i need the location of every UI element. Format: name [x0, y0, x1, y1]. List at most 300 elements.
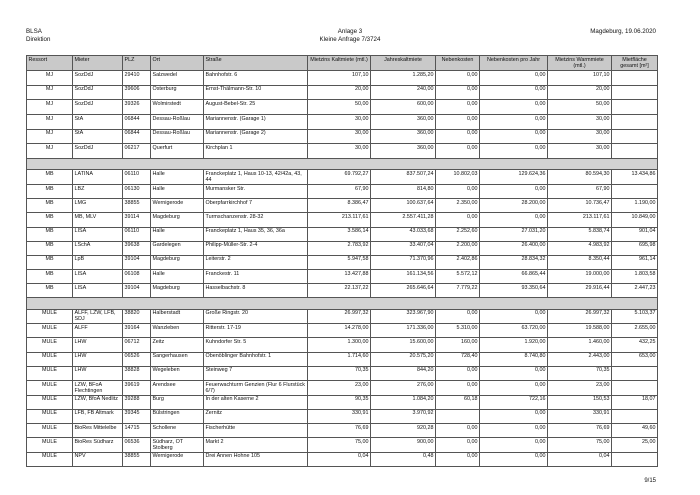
table-row: [27, 423, 658, 437]
cell-kaltmiete: 30,00: [308, 114, 371, 129]
cell-mieter: SozDdJ: [73, 85, 123, 100]
table-row: [27, 71, 658, 86]
table-row: [27, 100, 658, 115]
table-row: [27, 255, 658, 269]
table-row: [27, 395, 658, 409]
cell-mieter: LMG: [73, 199, 123, 213]
cell-warmmiete: 1.460,00: [548, 338, 612, 352]
cell-kaltmiete: 22.137,22: [308, 284, 371, 298]
cell-warmmiete: 107,10: [548, 71, 612, 86]
col-header-ort: Ort: [151, 56, 204, 71]
cell-strasse: Drei Annen Hohne 105: [204, 452, 308, 466]
cell-ressort: MJ: [27, 85, 73, 100]
cell-nebenkosten-jahr: 0,00: [480, 144, 548, 159]
cell-strasse: Große Ringstr. 20: [204, 309, 308, 324]
cell-ressort: MULE: [27, 423, 73, 437]
cell-nebenkosten-jahr: 722,16: [480, 395, 548, 409]
cell-nebenkosten-jahr: 0,00: [480, 184, 548, 198]
cell-plz: 39638: [123, 241, 151, 255]
cell-kaltmiete: 1.714,60: [308, 352, 371, 366]
cell-ressort: MB: [27, 241, 73, 255]
cell-plz: 06110: [123, 170, 151, 185]
cell-nebenkosten-jahr: 129.624,36: [480, 170, 548, 185]
cell-strasse: Steinweg 7: [204, 366, 308, 380]
cell-ressort: MB: [27, 213, 73, 227]
table-header-row: [27, 56, 658, 71]
table-row: [27, 170, 658, 185]
cell-warmmiete: 10.736,47: [548, 199, 612, 213]
cell-ressort: MJ: [27, 71, 73, 86]
cell-plz: 39345: [123, 409, 151, 423]
cell-nebenkosten-jahr: 1.920,00: [480, 338, 548, 352]
cell-strasse: Mariannenstr. (Garage 2): [204, 129, 308, 144]
cell-jahreskaltmiete: 33.407,04: [371, 241, 436, 255]
table-row: [27, 452, 658, 466]
cell-jahreskaltmiete: 43.033,68: [371, 227, 436, 241]
cell-nebenkosten-jahr: 93.350,64: [480, 284, 548, 298]
cell-warmmiete: 19.000,00: [548, 270, 612, 284]
cell-nebenkosten-jahr: 0,00: [480, 114, 548, 129]
cell-ressort: MULE: [27, 452, 73, 466]
cell-kaltmiete: 13.427,88: [308, 270, 371, 284]
cell-strasse: Zernitz: [204, 409, 308, 423]
cell-jahreskaltmiete: 20.575,20: [371, 352, 436, 366]
cell-mietflaeche: 5.103,37: [612, 309, 658, 324]
cell-jahreskaltmiete: 814,80: [371, 184, 436, 198]
cell-kaltmiete: 30,00: [308, 144, 371, 159]
cell-mieter: StA: [73, 114, 123, 129]
cell-nebenkosten-jahr: 0,00: [480, 438, 548, 453]
cell-ort: Halberstadt: [151, 309, 204, 324]
cell-mieter: SozDdJ: [73, 144, 123, 159]
cell-jahreskaltmiete: 844,20: [371, 366, 436, 380]
cell-jahreskaltmiete: 3.970,92: [371, 409, 436, 423]
cell-nebenkosten: 0,00: [436, 452, 480, 466]
cell-ressort: MB: [27, 199, 73, 213]
col-header-strasse: Straße: [204, 56, 308, 71]
cell-plz: 06712: [123, 338, 151, 352]
cell-mietflaeche: [612, 114, 658, 129]
cell-plz: 39606: [123, 85, 151, 100]
cell-plz: 06108: [123, 270, 151, 284]
cell-ressort: MULE: [27, 338, 73, 352]
cell-strasse: Kirchplan 1: [204, 144, 308, 159]
cell-warmmiete: 26.997,32: [548, 309, 612, 324]
cell-warmmiete: 70,35: [548, 366, 612, 380]
cell-jahreskaltmiete: 161.134,56: [371, 270, 436, 284]
cell-nebenkosten: 60,18: [436, 395, 480, 409]
cell-ressort: MB: [27, 255, 73, 269]
cell-strasse: Mariannenstr. (Garage 1): [204, 114, 308, 129]
document-subtitle: Kleine Anfrage 7/3724: [319, 36, 381, 43]
cell-nebenkosten-jahr: 0,00: [480, 213, 548, 227]
cell-plz: 14715: [123, 423, 151, 437]
cell-plz: 06110: [123, 227, 151, 241]
cell-nebenkosten-jahr: 0,00: [480, 85, 548, 100]
cell-kaltmiete: 67,90: [308, 184, 371, 198]
cell-mieter: ALFF: [73, 324, 123, 338]
table-row: [27, 284, 658, 298]
cell-ort: Zeitz: [151, 338, 204, 352]
cell-nebenkosten-jahr: 28.200,00: [480, 199, 548, 213]
cell-plz: 39104: [123, 284, 151, 298]
cell-strasse: Feuerwachturm Genzien (Flur 6 Flurstück 6/7): [204, 380, 308, 395]
cell-nebenkosten: 0,00: [436, 309, 480, 324]
cell-kaltmiete: 69.792,27: [308, 170, 371, 185]
cell-ort: Dessau-Roßlau: [151, 129, 204, 144]
cell-mieter: LISA: [73, 227, 123, 241]
cell-mietflaeche: 25,00: [612, 438, 658, 453]
cell-jahreskaltmiete: 1.285,20: [371, 71, 436, 86]
cell-mietflaeche: 695,98: [612, 241, 658, 255]
cell-plz: 06130: [123, 184, 151, 198]
cell-nebenkosten-jahr: 27.031,20: [480, 227, 548, 241]
cell-mieter: LZW, BfoA Nedlitz: [73, 395, 123, 409]
cell-nebenkosten: 5.310,00: [436, 324, 480, 338]
table-row: [27, 129, 658, 144]
cell-warmmiete: 19.588,00: [548, 324, 612, 338]
cell-mietflaeche: 432,25: [612, 338, 658, 352]
cell-ressort: MULE: [27, 309, 73, 324]
cell-plz: 38855: [123, 452, 151, 466]
cell-kaltmiete: 76,69: [308, 423, 371, 437]
cell-ort: Sangerhausen: [151, 352, 204, 366]
cell-mietflaeche: 901,04: [612, 227, 658, 241]
cell-ort: Dessau-Roßlau: [151, 114, 204, 129]
cell-strasse: Oberpfarrkirchhof 7: [204, 199, 308, 213]
cell-mietflaeche: [612, 409, 658, 423]
cell-plz: 38820: [123, 309, 151, 324]
cell-jahreskaltmiete: 360,00: [371, 129, 436, 144]
cell-jahreskaltmiete: 360,00: [371, 144, 436, 159]
cell-mietflaeche: [612, 144, 658, 159]
cell-ressort: MULE: [27, 409, 73, 423]
cell-ort: Wanzleben: [151, 324, 204, 338]
cell-mieter: LHW: [73, 366, 123, 380]
org-name: BLSA: [26, 28, 42, 35]
cell-mietflaeche: 18,07: [612, 395, 658, 409]
cell-strasse: Franckeplatz 1, Haus 10-13, 42/42a, 43, 44: [204, 170, 308, 185]
cell-kaltmiete: 23,00: [308, 380, 371, 395]
cell-mieter: LFB, FB Altmark: [73, 409, 123, 423]
cell-ressort: MJ: [27, 144, 73, 159]
cell-ressort: MB: [27, 184, 73, 198]
cell-ort: Halle: [151, 270, 204, 284]
cell-ressort: MULE: [27, 352, 73, 366]
cell-jahreskaltmiete: 920,28: [371, 423, 436, 437]
cell-plz: 39164: [123, 324, 151, 338]
table-row: [27, 366, 658, 380]
cell-warmmiete: 8.350,44: [548, 255, 612, 269]
cell-strasse: Franckestr. 11: [204, 270, 308, 284]
cell-mieter: SozDdJ: [73, 71, 123, 86]
cell-ort: Salzwedel: [151, 71, 204, 86]
cell-kaltmiete: 3.586,14: [308, 227, 371, 241]
cell-mieter: BioRes Mittelelbe: [73, 423, 123, 437]
cell-strasse: Murmansker Str.: [204, 184, 308, 198]
col-header-mietflaeche: Mietfläche gesamt [m²]: [612, 56, 658, 71]
cell-ort: Wernigerode: [151, 452, 204, 466]
cell-mieter: LATINA: [73, 170, 123, 185]
cell-warmmiete: 30,00: [548, 144, 612, 159]
cell-kaltmiete: 30,00: [308, 129, 371, 144]
cell-nebenkosten-jahr: 0,00: [480, 71, 548, 86]
cell-strasse: In der alten Kaserne 2: [204, 395, 308, 409]
cell-ort: Halle: [151, 227, 204, 241]
cell-nebenkosten: 0,00: [436, 366, 480, 380]
cell-kaltmiete: 1.300,00: [308, 338, 371, 352]
cell-jahreskaltmiete: 600,00: [371, 100, 436, 115]
cell-nebenkosten: 7.779,22: [436, 284, 480, 298]
col-header-plz: PLZ: [123, 56, 151, 71]
cell-nebenkosten-jahr: 26.400,00: [480, 241, 548, 255]
cell-ort: Südharz, OT Stolberg: [151, 438, 204, 453]
cell-nebenkosten: 728,40: [436, 352, 480, 366]
cell-jahreskaltmiete: 265.646,64: [371, 284, 436, 298]
cell-warmmiete: 2.443,00: [548, 352, 612, 366]
cell-plz: 39619: [123, 380, 151, 395]
cell-nebenkosten: 5.572,12: [436, 270, 480, 284]
cell-mietflaeche: [612, 100, 658, 115]
cell-nebenkosten: [436, 409, 480, 423]
cell-warmmiete: 30,00: [548, 129, 612, 144]
cell-nebenkosten: 0,00: [436, 144, 480, 159]
separator-row: [27, 159, 658, 170]
cell-kaltmiete: 0,04: [308, 452, 371, 466]
cell-kaltmiete: 5.947,58: [308, 255, 371, 269]
cell-nebenkosten: 0,00: [436, 423, 480, 437]
cell-nebenkosten: 0,00: [436, 213, 480, 227]
cell-plz: 29410: [123, 71, 151, 86]
cell-mietflaeche: [612, 85, 658, 100]
cell-mieter: StA: [73, 129, 123, 144]
cell-kaltmiete: 8.386,47: [308, 199, 371, 213]
cell-mietflaeche: 961,14: [612, 255, 658, 269]
cell-jahreskaltmiete: 0,48: [371, 452, 436, 466]
cell-warmmiete: 0,04: [548, 452, 612, 466]
cell-warmmiete: 213.117,61: [548, 213, 612, 227]
cell-kaltmiete: 2.783,92: [308, 241, 371, 255]
cell-nebenkosten: 160,00: [436, 338, 480, 352]
cell-ressort: MJ: [27, 114, 73, 129]
col-header-kaltmiete: Mietzins Kaltmiete (mtl.): [308, 56, 371, 71]
cell-nebenkosten-jahr: 0,00: [480, 129, 548, 144]
cell-warmmiete: 20,00: [548, 85, 612, 100]
cell-nebenkosten-jahr: 8.740,80: [480, 352, 548, 366]
cell-mietflaeche: 49,60: [612, 423, 658, 437]
org-department: Direktion: [26, 36, 51, 43]
cell-ressort: MB: [27, 170, 73, 185]
cell-mietflaeche: 2.447,23: [612, 284, 658, 298]
cell-plz: 06844: [123, 114, 151, 129]
cell-nebenkosten: 2.402,86: [436, 255, 480, 269]
table-row: [27, 352, 658, 366]
cell-ressort: MB: [27, 284, 73, 298]
cell-mietflaeche: [612, 380, 658, 395]
cell-warmmiete: 50,00: [548, 100, 612, 115]
cell-warmmiete: 80.594,30: [548, 170, 612, 185]
cell-mieter: BioRes Südharz: [73, 438, 123, 453]
cell-nebenkosten-jahr: 66.865,44: [480, 270, 548, 284]
cell-nebenkosten-jahr: 0,00: [480, 380, 548, 395]
cell-mietflaeche: [612, 129, 658, 144]
cell-strasse: Markt 2: [204, 438, 308, 453]
header-date: Magdeburg, 19.06.2020: [590, 28, 656, 35]
cell-ort: Wegeleben: [151, 366, 204, 380]
cell-ressort: MB: [27, 270, 73, 284]
cell-mietflaeche: 1.190,00: [612, 199, 658, 213]
cell-plz: 06217: [123, 144, 151, 159]
table-row: [27, 227, 658, 241]
cell-warmmiete: 67,90: [548, 184, 612, 198]
cell-mieter: LBZ: [73, 184, 123, 198]
cell-nebenkosten-jahr: 63.720,00: [480, 324, 548, 338]
table-row: [27, 270, 658, 284]
cell-mietflaeche: 10.849,00: [612, 213, 658, 227]
cell-mieter: LHW: [73, 338, 123, 352]
rental-table: [26, 55, 658, 467]
table-row: [27, 85, 658, 100]
cell-ort: Halle: [151, 184, 204, 198]
col-header-nebenkosten: Nebenkosten: [436, 56, 480, 71]
table-row: [27, 380, 658, 395]
cell-strasse: Fischerhütte: [204, 423, 308, 437]
col-header-mieter: Mieter: [73, 56, 123, 71]
cell-strasse: Philipp-Müller-Str. 2-4: [204, 241, 308, 255]
cell-ort: Magdeburg: [151, 255, 204, 269]
cell-ort: Osterburg: [151, 85, 204, 100]
cell-mietflaeche: 653,00: [612, 352, 658, 366]
cell-nebenkosten-jahr: 0,00: [480, 366, 548, 380]
cell-ort: Magdeburg: [151, 284, 204, 298]
cell-kaltmiete: 330,91: [308, 409, 371, 423]
cell-mietflaeche: 2.655,00: [612, 324, 658, 338]
cell-nebenkosten: 0,00: [436, 380, 480, 395]
cell-strasse: Ernst-Thälmann-Str. 10: [204, 85, 308, 100]
cell-kaltmiete: 20,00: [308, 85, 371, 100]
cell-plz: 39326: [123, 100, 151, 115]
cell-jahreskaltmiete: 240,00: [371, 85, 436, 100]
cell-nebenkosten: 0,00: [436, 114, 480, 129]
cell-mieter: SozDdJ: [73, 100, 123, 115]
cell-ort: Gardelegen: [151, 241, 204, 255]
cell-warmmiete: 23,00: [548, 380, 612, 395]
table-row: [27, 199, 658, 213]
cell-nebenkosten: 2.200,00: [436, 241, 480, 255]
cell-jahreskaltmiete: 15.600,00: [371, 338, 436, 352]
cell-jahreskaltmiete: 837.507,24: [371, 170, 436, 185]
cell-jahreskaltmiete: 900,00: [371, 438, 436, 453]
cell-ort: Bülstringen: [151, 409, 204, 423]
document-title: Anlage 3: [337, 28, 363, 35]
cell-mietflaeche: [612, 71, 658, 86]
cell-mieter: LSchA: [73, 241, 123, 255]
cell-warmmiete: 330,91: [548, 409, 612, 423]
cell-ressort: MJ: [27, 100, 73, 115]
cell-plz: 06526: [123, 352, 151, 366]
cell-nebenkosten: 0,00: [436, 438, 480, 453]
cell-mieter: ALFF, LZW, LFB, SDJ: [73, 309, 123, 324]
cell-ort: Schollene: [151, 423, 204, 437]
cell-strasse: Bahnhofstr. 6: [204, 71, 308, 86]
col-header-nebenkosten-jahr: Nebenkosten pro Jahr: [480, 56, 548, 71]
cell-kaltmiete: 75,00: [308, 438, 371, 453]
cell-strasse: Kuhndorfer Str. 5: [204, 338, 308, 352]
cell-jahreskaltmiete: 171.336,00: [371, 324, 436, 338]
cell-warmmiete: 29.916,44: [548, 284, 612, 298]
cell-plz: 39114: [123, 213, 151, 227]
table-row: [27, 213, 658, 227]
cell-strasse: Leiterstr. 2: [204, 255, 308, 269]
cell-nebenkosten: 0,00: [436, 129, 480, 144]
separator-row: [27, 298, 658, 309]
cell-warmmiete: 75,00: [548, 438, 612, 453]
cell-jahreskaltmiete: 276,00: [371, 380, 436, 395]
cell-nebenkosten: 10.802,03: [436, 170, 480, 185]
cell-strasse: Ritterstr. 17-19: [204, 324, 308, 338]
cell-nebenkosten-jahr: 0,00: [480, 423, 548, 437]
cell-nebenkosten-jahr: 0,00: [480, 309, 548, 324]
cell-nebenkosten-jahr: 0,00: [480, 452, 548, 466]
table-row: [27, 338, 658, 352]
cell-strasse: Obenöblinger Bahnhofstr. 1: [204, 352, 308, 366]
cell-nebenkosten: 0,00: [436, 100, 480, 115]
table-row: [27, 184, 658, 198]
cell-ressort: MULE: [27, 395, 73, 409]
cell-nebenkosten: 0,00: [436, 71, 480, 86]
cell-nebenkosten: 2.350,00: [436, 199, 480, 213]
cell-warmmiete: 5.838,74: [548, 227, 612, 241]
cell-mieter: LpB: [73, 255, 123, 269]
cell-jahreskaltmiete: 2.557.411,28: [371, 213, 436, 227]
cell-kaltmiete: 213.117,61: [308, 213, 371, 227]
table-row: [27, 114, 658, 129]
cell-ort: Burg: [151, 395, 204, 409]
table-row: [27, 241, 658, 255]
cell-kaltmiete: 14.278,00: [308, 324, 371, 338]
cell-strasse: August-Bebel-Str. 25: [204, 100, 308, 115]
cell-jahreskaltmiete: 1.084,20: [371, 395, 436, 409]
cell-kaltmiete: 26.997,32: [308, 309, 371, 324]
cell-mieter: LZW, BFoA Flechtingen: [73, 380, 123, 395]
cell-mieter: MB, MLV: [73, 213, 123, 227]
cell-ressort: MULE: [27, 438, 73, 453]
cell-plz: 39104: [123, 255, 151, 269]
cell-warmmiete: 30,00: [548, 114, 612, 129]
cell-mieter: LISA: [73, 284, 123, 298]
cell-kaltmiete: 50,00: [308, 100, 371, 115]
cell-ort: Wernigerode: [151, 199, 204, 213]
cell-plz: 06844: [123, 129, 151, 144]
cell-strasse: Hasselbachstr. 8: [204, 284, 308, 298]
cell-ort: Wolmirstedt: [151, 100, 204, 115]
cell-kaltmiete: 90,35: [308, 395, 371, 409]
cell-ressort: MULE: [27, 380, 73, 395]
cell-plz: 38855: [123, 199, 151, 213]
cell-ressort: MB: [27, 227, 73, 241]
cell-warmmiete: 150,53: [548, 395, 612, 409]
table-row: [27, 409, 658, 423]
cell-mietflaeche: 13.434,86: [612, 170, 658, 185]
cell-mieter: LISA: [73, 270, 123, 284]
separator-cell: [27, 159, 658, 170]
table-row: [27, 324, 658, 338]
cell-ressort: MJ: [27, 129, 73, 144]
cell-mietflaeche: [612, 184, 658, 198]
cell-jahreskaltmiete: 360,00: [371, 114, 436, 129]
cell-plz: 06536: [123, 438, 151, 453]
cell-ort: Halle: [151, 170, 204, 185]
